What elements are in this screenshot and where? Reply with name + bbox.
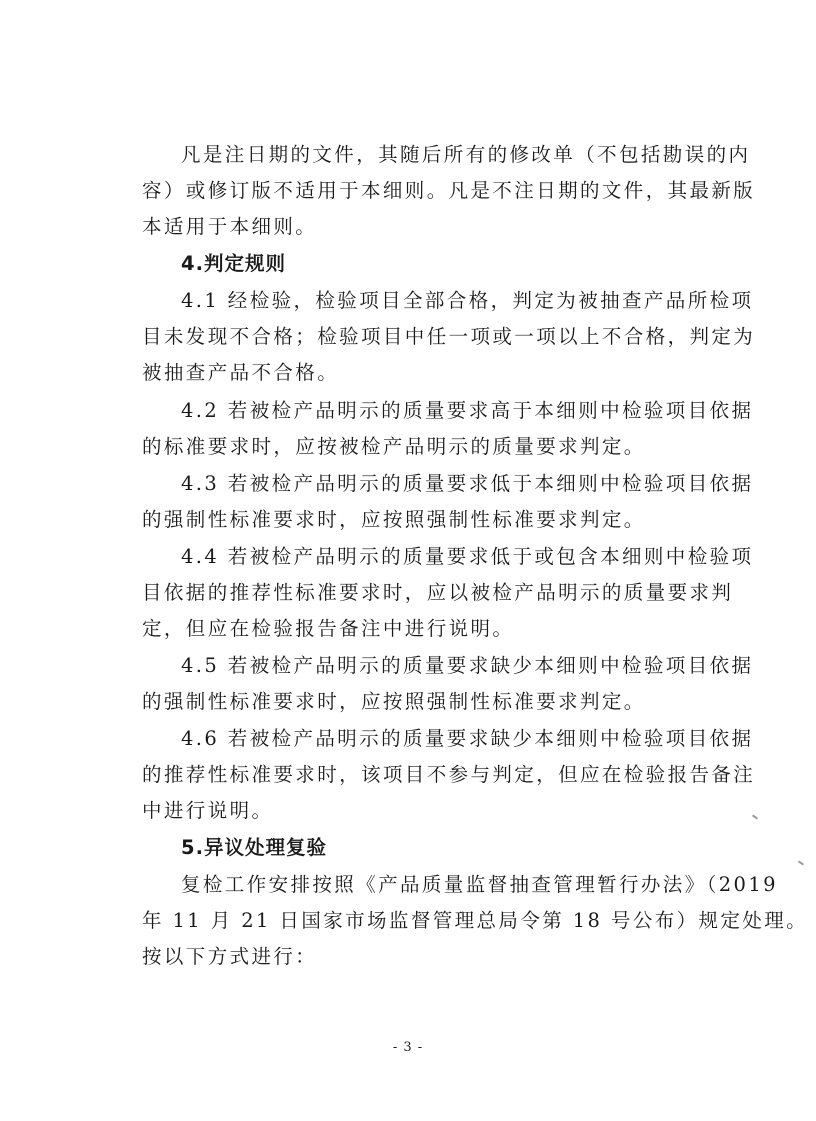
section-heading-4: 4.判定规则 [181,252,286,275]
paragraph-text-line: 被抽查产品不合格。 [142,361,340,384]
paragraph-text-line: 本适用于本细则。 [142,215,318,238]
paragraph-text-line: 4.3 若被检产品明示的质量要求低于本细则中检验项目依据 [181,472,754,495]
paragraph-text-line: 4.2 若被检产品明示的质量要求高于本细则中检验项目依据 [181,399,754,422]
paragraph-text-line: 的强制性标准要求时，应按照强制性标准要求判定。 [142,690,646,713]
paragraph-text-line: 目依据的推荐性标准要求时，应以被检产品明示的质量要求判 [142,581,734,604]
paragraph-text-line: 4.6 若被检产品明示的质量要求缺少本细则中检验项目依据 [181,727,754,750]
paragraph-text-line: 容）或修订版不适用于本细则。凡是不注日期的文件，其最新版 [142,179,756,202]
paragraph-text-line: 的推荐性标准要求时，该项目不参与判定，但应在检验报告备注 [142,763,756,786]
paragraph-text-line: 的强制性标准要求时，应按照强制性标准要求判定。 [142,508,646,531]
page-number: - 3 - [392,1040,424,1055]
paragraph-text-line: 的标准要求时，应按被检产品明示的质量要求判定。 [142,435,646,458]
scan-speck [752,814,758,819]
paragraph-text-line: 4.5 若被检产品明示的质量要求缺少本细则中检验项目依据 [181,654,754,677]
paragraph-text-line: 按以下方式进行： [142,945,318,968]
paragraph-text-line: 年 11 月 21 日国家市场监督管理总局令第 18 号公布）规定处理。 [142,909,809,932]
scan-speck [798,860,804,865]
paragraph-text-line: 中进行说明。 [142,799,274,822]
paragraph-text-line: 复检工作安排按照《产品质量监督抽查管理暂行办法》（2019 [181,873,778,896]
paragraph-text-line: 目未发现不合格；检验项目中任一项或一项以上不合格，判定为 [142,325,756,348]
paragraph-text-line: 凡是注日期的文件，其随后所有的修改单（不包括勘误的内 [181,143,751,166]
paragraph-text-line: 4.4 若被检产品明示的质量要求低于或包含本细则中检验项 [181,545,754,568]
section-heading-5: 5.异议处理复验 [181,836,327,859]
paragraph-text-line: 定，但应在检验报告备注中进行说明。 [142,617,515,640]
paragraph-text-line: 4.1 经检验，检验项目全部合格，判定为被抽查产品所检项 [181,289,754,312]
